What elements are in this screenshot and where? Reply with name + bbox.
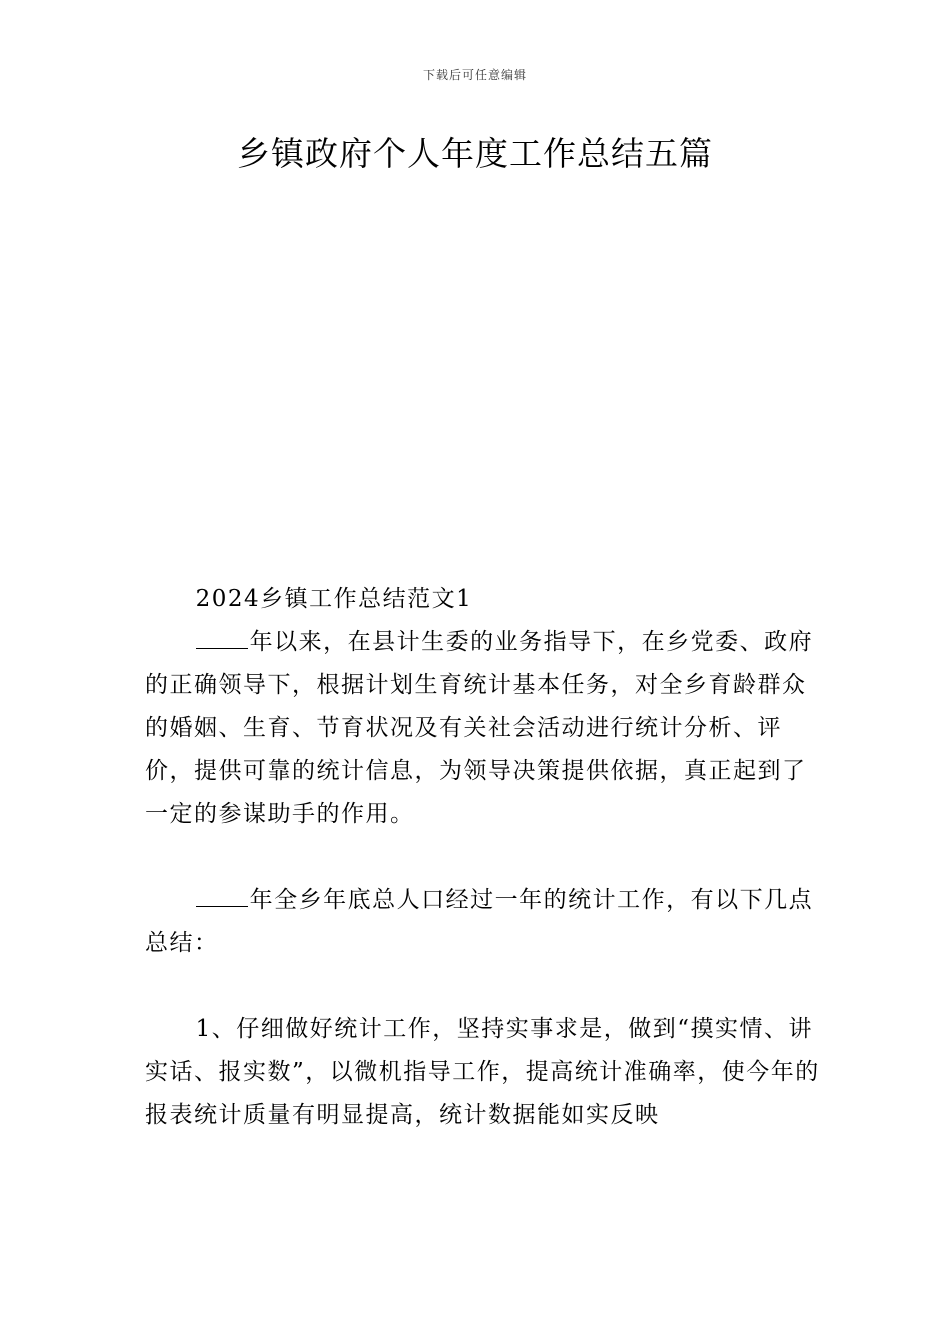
paragraph-2-text: 年全乡年底总人口经过一年的统计工作，有以下几点总结： bbox=[145, 887, 814, 956]
paragraph-1 bbox=[145, 621, 830, 836]
paragraph-3: 1、仔细做好统计工作，坚持实事求是，做到“摸实情、讲实话、报实数”，以微机指导工作，提高统计准确率，使今年的报表统计质量有明显提高，统计数据能如实反映 bbox=[145, 1016, 820, 1128]
document-body bbox=[145, 578, 830, 1137]
header-note: 下载后可任意编辑 bbox=[422, 68, 527, 82]
paragraph-gap bbox=[145, 836, 830, 879]
section-heading: 2024乡镇工作总结范文1 bbox=[195, 586, 473, 612]
paragraph-gap bbox=[145, 965, 830, 1008]
paragraph-1-text: 年以来，在县计生委的业务指导下，在乡党委、政府的正确领导下，根据计划生育统计基本任务，对全乡育龄群众的婚姻、生育、节育状况及有关社会活动进行统计分析、评价，提供可靠的统计信息，为领导决策提供依据，真正起到了一定的参谋助手的作用。 bbox=[145, 629, 814, 827]
document-title: 乡镇政府个人年度工作总结五篇 bbox=[237, 134, 713, 173]
blank-line bbox=[196, 626, 248, 649]
paragraph-2 bbox=[145, 879, 830, 965]
blank-line bbox=[196, 884, 248, 907]
